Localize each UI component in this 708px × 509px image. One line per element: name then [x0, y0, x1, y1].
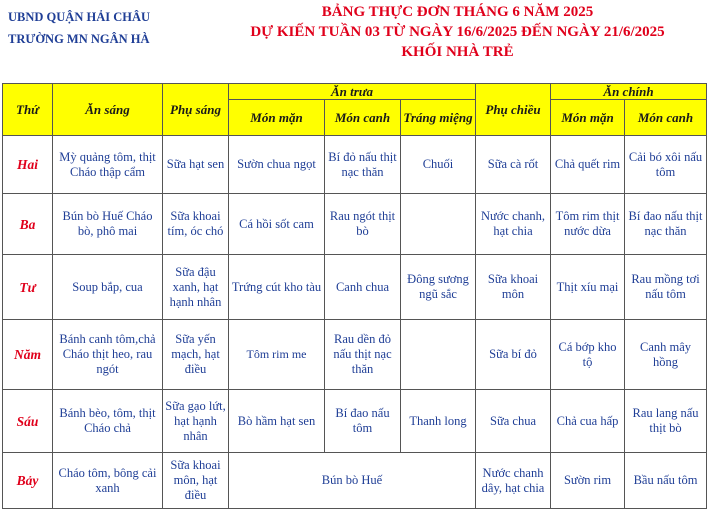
col-header-lunch-dessert: Tráng miệng: [401, 100, 476, 136]
lunch-soup-cell: Canh chua: [325, 255, 401, 320]
col-header-main-soup: Món canh: [625, 100, 707, 136]
table-row: [3, 194, 707, 255]
main-savory-cell: Chả cua hấp: [551, 390, 625, 453]
col-header-lunch: Ăn trưa: [229, 84, 476, 100]
morning-snack-cell: Sữa hạt sen: [163, 136, 229, 194]
breakfast-cell: Bún bò Huế Cháo bò, phô mai: [53, 194, 163, 255]
breakfast-cell: Soup bắp, cua: [53, 255, 163, 320]
morning-snack-cell: Sữa đậu xanh, hạt hạnh nhân: [163, 255, 229, 320]
lunch-dessert-cell: [401, 194, 476, 255]
main-soup-cell: Canh mây hồng: [625, 320, 707, 390]
col-header-lunch-savory: Món mặn: [229, 100, 325, 136]
col-header-morning-snack: Phụ sáng: [163, 84, 229, 136]
afternoon-snack-cell: Sữa bí đỏ: [476, 320, 551, 390]
main-soup-cell: Bí đao nấu thịt nạc thăn: [625, 194, 707, 255]
col-header-lunch-soup: Món canh: [325, 100, 401, 136]
lunch-soup-cell: Bí đỏ nấu thịt nạc thăn: [325, 136, 401, 194]
day-cell: Bảy: [3, 453, 53, 509]
lunch-soup-cell: Bí đao nấu tôm: [325, 390, 401, 453]
main-soup-cell: Cải bó xôi nấu tôm: [625, 136, 707, 194]
morning-snack-cell: Sữa khoai môn, hạt điều: [163, 453, 229, 509]
day-cell: Hai: [3, 136, 53, 194]
col-header-main-meal: Ăn chính: [551, 84, 707, 100]
col-header-day: Thứ: [3, 84, 53, 136]
day-cell: Năm: [3, 320, 53, 390]
menu-date-range: DỰ KIẾN TUẦN 03 TỪ NGÀY 16/6/2025 ĐẾN NGÀY 21/6/2025: [250, 24, 665, 40]
lunch-merged-cell: Bún bò Huế: [229, 453, 476, 509]
day-cell: Sáu: [3, 390, 53, 453]
main-savory-cell: Cá bớp kho tộ: [551, 320, 625, 390]
menu-title: BẢNG THỰC ĐƠN THÁNG 6 NĂM 2025: [321, 4, 594, 20]
main-soup-cell: Rau mồng tơi nấu tôm: [625, 255, 707, 320]
main-soup-cell: Bầu nấu tôm: [625, 453, 707, 509]
breakfast-cell: Cháo tôm, bông cải xanh: [53, 453, 163, 509]
main-savory-cell: Tôm rim thịt nước dừa: [551, 194, 625, 255]
main-savory-cell: Chả quết rim: [551, 136, 625, 194]
lunch-savory-cell: Tôm rim me: [229, 320, 325, 390]
breakfast-cell: Bánh bèo, tôm, thịt Cháo chả: [53, 390, 163, 453]
main-soup-cell: Rau lang nấu thịt bò: [625, 390, 707, 453]
table-row: [3, 390, 707, 453]
menu-title-block: [215, 2, 700, 62]
day-cell: Tư: [3, 255, 53, 320]
lunch-savory-cell: Cá hồi sốt cam: [229, 194, 325, 255]
afternoon-snack-cell: Sữa cà rốt: [476, 136, 551, 194]
lunch-dessert-cell: Đông sương ngũ sắc: [401, 255, 476, 320]
table-row: [3, 136, 707, 194]
lunch-soup-cell: Rau ngót thịt bò: [325, 194, 401, 255]
col-header-afternoon-snack: Phụ chiều: [476, 84, 551, 136]
school-name: TRƯỜNG MN NGÂN HÀ: [8, 32, 150, 46]
menu-table: [2, 83, 707, 509]
header-row-1: [3, 84, 707, 100]
lunch-dessert-cell: Chuối: [401, 136, 476, 194]
school-header: [8, 6, 208, 50]
day-cell: Ba: [3, 194, 53, 255]
lunch-savory-cell: Sườn chua ngọt: [229, 136, 325, 194]
col-header-main-savory: Món mặn: [551, 100, 625, 136]
main-savory-cell: Sườn rim: [551, 453, 625, 509]
afternoon-snack-cell: Nước chanh, hạt chia: [476, 194, 551, 255]
afternoon-snack-cell: Sữa chua: [476, 390, 551, 453]
table-row: [3, 320, 707, 390]
lunch-dessert-cell: Thanh long: [401, 390, 476, 453]
lunch-soup-cell: Rau dền đỏ nấu thịt nạc thăn: [325, 320, 401, 390]
main-savory-cell: Thịt xíu mại: [551, 255, 625, 320]
table-row: [3, 453, 707, 509]
morning-snack-cell: Sữa gạo lứt, hạt hạnh nhân: [163, 390, 229, 453]
lunch-dessert-cell: [401, 320, 476, 390]
breakfast-cell: Bánh canh tôm,chả Cháo thịt heo, rau ngót: [53, 320, 163, 390]
menu-group: KHỐI NHÀ TRẺ: [401, 44, 514, 60]
afternoon-snack-cell: Nước chanh dây, hạt chia: [476, 453, 551, 509]
morning-snack-cell: Sữa khoai tím, óc chó: [163, 194, 229, 255]
morning-snack-cell: Sữa yến mạch, hạt điều: [163, 320, 229, 390]
lunch-savory-cell: Trứng cút kho tàu: [229, 255, 325, 320]
breakfast-cell: Mỳ quảng tôm, thịt Cháo thập cẩm: [53, 136, 163, 194]
afternoon-snack-cell: Sữa khoai môn: [476, 255, 551, 320]
table-row: [3, 255, 707, 320]
lunch-savory-cell: Bò hầm hạt sen: [229, 390, 325, 453]
col-header-breakfast: Ăn sáng: [53, 84, 163, 136]
district-name: UBND QUẬN HẢI CHÂU: [8, 10, 151, 24]
